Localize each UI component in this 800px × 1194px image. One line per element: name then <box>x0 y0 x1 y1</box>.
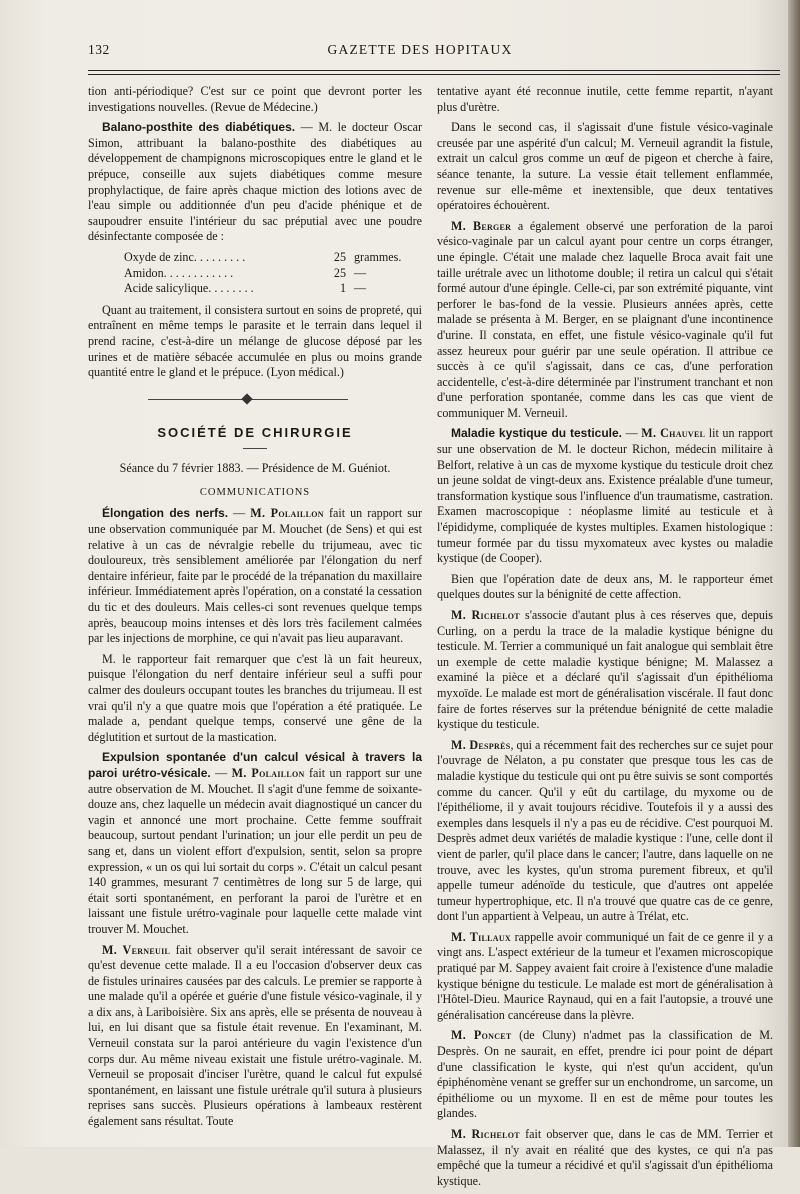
speaker-name: M. Richelot <box>451 1127 520 1141</box>
subsection-heading: COMMUNICATIONS <box>199 486 311 498</box>
paragraph <box>437 1028 773 1122</box>
speaker-name: M. Desprès <box>451 737 511 752</box>
paragraph: M. le rapporteur fait remarquer que c'est là un fait heureux, puisque l'élongation du nerf dentaire inférieur seul a suffi pour calmer des douleurs occupant toutes les branches du trijumeau. Il est vrai qu'il n'y a que quatre mois que l'opération a été pratiquée. Le malade a, pendant quelque temps, conservé une gêne de la déglutition et surtout de la mastication. <box>88 651 422 744</box>
page-edge <box>788 0 800 1147</box>
speaker-name: M. Berger <box>451 218 512 233</box>
paragraph-text: fait observer que, dans le cas de MM. Terrier et Malassez, il n'y avait en réalité que des kystes, ce qui n'a pas empêché que la tumeur a récidivé et qu'il s'agissait d'un épithélioma kystique. <box>437 1127 774 1188</box>
header-rule-top <box>88 70 780 71</box>
recipe-quantity: 25 <box>333 249 346 264</box>
article-title: Balano-posthite des diabétiques. <box>102 120 296 135</box>
recipe-row <box>124 250 422 266</box>
page-number: 132 <box>88 42 110 57</box>
paragraph-text: (de Cluny) n'admet pas la classification de M. Desprès. On ne saurait, en effet, prendre ici pour point de départ d'une classification le kyste, qui n'est qu'un accident, qu'un épiphénomène venant se greffer sur un enchondrome, un sarcome, un épithéliome ou un myxome. Il en est de même pour toutes les glandes. <box>437 1028 773 1121</box>
recipe-quantity: 25 <box>333 265 346 280</box>
left-column <box>88 84 422 1135</box>
short-rule <box>243 448 267 449</box>
recipe-ingredient: Acide salicylique. . . . . . . . <box>124 281 254 296</box>
paragraph: Bien que l'opération date de deux ans, M. le rapporteur émet quelques doutes sur la bénignité de cette affection. <box>437 571 773 602</box>
speaker-name: M. Polaillon <box>250 506 324 521</box>
recipe-unit: grammes. <box>354 249 402 264</box>
paragraph: tion anti-périodique? C'est sur ce point que devront porter les investigations nouvelles. (Revue de Médecine.) <box>88 84 422 114</box>
paragraph: Quant au traitement, il consistera surtout en soins de propreté, qui entraînent en même temps le parasite et le terrain dans lequel il prend racine, c'est-à-dire un mélange de glucose déposé par les urines et de matière sébacée accumulée en plus ou moins grande quantité entre le gland et le prépuce. (Lyon médical.) <box>88 302 422 380</box>
article-balano <box>88 120 422 245</box>
article-text: — M. le docteur Oscar Simon, attribuant la balano-posthite des diabétiques au développement de champignons microscopiques entre le gland et le prépuce, conseille aux sujets diabétiques comme mesure prophylactique, de faire après chaque miction des lotions avec de l'eau simple ou additionnée d'un peu d'acide phénique et de saupoudrer ensuite l'intérieur du sac préputial avec une poudre désinfectante composée de : <box>88 120 422 244</box>
recipe-row <box>124 281 422 297</box>
paragraph <box>437 930 773 1024</box>
speaker-name: M. Richelot <box>451 608 520 622</box>
paragraph-text: a également observé une perforation de la paroi vésico-vaginale par un calcul ayant pour centre un corps étranger, une épingle. C'était une malade chez laquelle Broca avait fait une taille urétrale avec un lithotome double; il retira un calcul qui s'était formé autour d'une épingle. Celle-ci, par son extrémité piquante, vint perforer le bas-fond de la vessie. Plusieurs années après, cette malade se présenta à M. Berger, en se plaignant d'une incontinence d'urine. Il constata, en effet, une fistule vésico-vaginale qu'il fut assez heureux pour guérir par une seule opération. Il attribue ce succès à ce qu'il s'agissait, dans ce cas, d'une perforation accidentelle, c'est-à-dire déterminée par l'instrument tranchant et non d'une perforation spontanée, comme dans les cas que vient de communiquer M. Verneuil. <box>437 218 773 420</box>
paragraph: Dans le second cas, il s'agissait d'une fistule vésico-vaginale creusée par une aspérité d'un calcul; M. Verneuil agrandit la fistule, extrait un calcul gros comme un œuf de pigeon et cherche à faire, séance tenante, la suture. La vessie était tellement enflammée, revenue sur elle-même et inextensible, que deux tentatives opératoires échouèrent. <box>437 120 773 213</box>
article-text: lit un rapport sur une observation de M. le docteur Richon, médecin militaire à Belfort, relative à un cas de myxome kystique du testicule droit chez un jeune soldat de vingt-deux ans. Existence préalable d'une tumeur, transformation kystique sous l'influence d'un traumatisme, castration. Examen macroscopique : néoplasme limité au testicule et à l'épididyme, compliquée de kystes multiples. Examen histologique : tumeur formée par du tissu myxomateux avec kystes ou maladie kystique (de Cooper). <box>437 426 774 566</box>
paragraph <box>437 608 773 733</box>
session-line: Séance du 7 février 1883. — Présidence de M. Guéniot. <box>119 461 391 476</box>
paragraph <box>437 738 773 925</box>
article-elongation: Élongation des nerfs. — M. Polaillon fait un rapport sur une observation communiquée par M. Mouchet (de Sens) et qui est relative à un cas de névralgie rebelle du trijumeau, avec tic douloureux, très sensiblement améliorée par l'élongation du nerf dentaire inférieur, faite par le procédé de la trépanation du maxillaire inférieur. Immédiatement après l'opération, on a constaté la cessation du tic et des douleurs. Mais celles-ci sont revenues quelque temps après, beaucoup moins intenses et dès lors très facilement calmées par les injections de morphine, ce qui n'avait pas lieu auparavant. <box>88 506 423 646</box>
article-title: Maladie kystique du testicule. <box>451 426 623 441</box>
speaker-name: M. Tillaux <box>451 929 512 944</box>
paragraph-text: , qui a récemment fait des recherches sur ce sujet pour l'ouvrage de Nélaton, a pu constater que presque tous les cas de maladie kystique du testicule qui ont pu être suivis se sont comportés comme du cancer. Qu'il y eût du cartilage, du myxome ou de l'épithéliome, il y avait toujours récidive. Toutefois il y a aussi des exemples dans lesquels il n'y a pas eu de récidive. C'est pourquoi M. Desprès admet deux variétés de maladie kystique : l'une, celle dont il vient de parler, qu'il place dans le cancer; l'autre, dans laquelle on ne trouve, avec les kystes, qu'un stroma purement fibreux, et qu'il appelle tumeur adénoïde du testicule, que d'autres ont appelée tumeur hypertrophique, etc. Il n'a trouvé que quatre cas de ce genre, dont l'un appartient à Velpeau, un autre à Trélat, etc. <box>437 737 773 924</box>
article-kystique: Maladie kystique du testicule. — M. Chauvel lit un rapport sur une observation de M. le docteur Richon, médecin militaire à Belfort, relative à un cas de myxome kystique du testicule droit chez un jeune soldat de vingt-deux ans. Existence préalable d'une tumeur, transformation kystique sous l'influence d'un traumatisme, castration. Examen macroscopique : néoplasme limité au testicule et à l'épididyme, compliquée de kystes multiples. Examen histologique : tumeur formée par du tissu myxomateux avec kystes ou maladie kystique (de Cooper). <box>437 426 774 566</box>
recipe-ingredient: Amidon. . . . . . . . . . . . <box>124 265 234 280</box>
recipe-quantity: 1 <box>339 281 346 296</box>
recipe-unit: — <box>354 265 367 280</box>
diamond-ornament-icon <box>241 393 252 404</box>
paragraph-text: s'associe d'autant plus à ces réserves que, depuis Curling, on a perdu la trace de la maladie kystique bénigne du testicule. M. Terrier a communiqué un fait analogue qui semblait être un exemple de cette maladie kystique bénigne; M. Malassez a examiné la pièce et a déclaré qu'il s'agissait d'un épithélioma myxoïde. Le malade est mort de généralisation viscérale. Il faut donc faire de fortes réserves sur la prétendue bénignité de cette maladie kystique du testicule. <box>437 608 773 732</box>
article-text: fait un rapport sur une observation communiquée par M. Mouchet (de Sens) et qui est relative à un cas de névralgie rebelle du trijumeau, avec tic douloureux, très sensiblement améliorée par l'élongation du nerf dentaire inférieur, faite par le procédé de la trépanation du maxillaire inférieur. Immédiatement après l'opération, on a constaté la cessation du tic et des douleurs. Mais celles-ci sont revenues quelque temps après, beaucoup moins intenses et dès lors très facilement calmées par les injections de morphine, ce qui n'avait pas lieu auparavant. <box>88 506 423 646</box>
article-text: fait un rapport sur une autre observation de M. Mouchet. Il s'agit d'une femme de soixante-douze ans, chez laquelle un médecin avait diagnostiqué un cancer du vagin et annoncé une mort prochaine. Cette femme souffrait beaucoup, surtout pendant l'urination; un jour elle perdit un peu de sang et, dans un violent effort d'expulsion, sentit, selon sa propre expression, « un os qui lui sortait du corps ». C'était un calcul pesant 140 grammes, mesurant 7 centimètres de long sur 5 de large, qui était sorti spontanément, en perforant la paroi de l'urètre et en laissant une fistule urétro-vaginale pour laquelle cette malade vint trouver M. Mouchet. <box>88 765 423 936</box>
speaker-name: M. Chauvel <box>641 426 706 441</box>
recipe-unit: — <box>354 281 367 296</box>
recipe-table <box>124 250 422 297</box>
right-column <box>437 84 773 1194</box>
section-divider <box>88 389 422 411</box>
speaker-name: M. Polaillon <box>231 765 305 780</box>
article-title: Expulsion spontanée d'un calcul vésical à travers la paroi urétro-vésicale. <box>88 750 422 780</box>
header-rule-bottom <box>88 74 780 75</box>
speaker-name: M. Poncet <box>451 1028 512 1043</box>
article-title: Élongation des nerfs. <box>102 506 229 521</box>
paragraph <box>437 219 773 422</box>
paragraph <box>437 1127 773 1189</box>
recipe-ingredient: Oxyde de zinc. . . . . . . . . <box>124 249 246 264</box>
recipe-row <box>124 266 422 282</box>
paragraph-text: rappelle avoir communiqué un fait de ce genre il y a vingt ans. L'aspect extérieur de la tumeur et l'examen microscopique pratiqué par M. Sappey avaient fait croire à l'existence d'une maladie kystique bénigne du testicule. Le malade est mort de généralisation à l'Hôtel-Dieu. Maurice Raynaud, qui en a fait l'autopsie, a trouvé une généralisation cancéreuse dans la plèvre. <box>437 929 773 1022</box>
page-header <box>60 42 780 62</box>
speaker-name: M. Verneuil <box>102 942 171 957</box>
paragraph: tentative ayant été reconnue inutile, cette femme repartit, n'ayant plus d'urètre. <box>437 84 773 114</box>
paragraph <box>88 943 422 1130</box>
paragraph-text: fait observer qu'il serait intéressant de savoir ce qu'est devenue cette malade. Il a eu l'occasion d'observer deux cas de fistules urinaires causées par des calculs. Le premier se rapporte à une malade qu'il a opérée et guérie d'une fistule vésico-vaginale, il y a dix ans, à Lariboisière. Six ans après, elle se présenta de nouveau à lui, en lui disant que sa fistule était revenue. En l'examinant, M. Verneuil constata sur la paroi antérieure du vagin l'existence d'un corps dur. Au même niveau existait une fistule urétro-vaginale. M. Verneuil se proposait d'inciser l'urètre, quand le calcul fut expulsé spontanément, en laissant une fistule urétrale qu'il sutura à plusieurs reprises sans succès. Plusieurs opérations à lambeaux restèrent également sans résultat. Toute <box>88 942 423 1129</box>
article-expulsion: Expulsion spontanée d'un calcul vésical à travers la paroi urétro-vésicale. — M. Polaillon fait un rapport sur une autre observation de M. Mouchet. Il s'agit d'une femme de soixante-douze ans, chez laquelle un médecin avait diagnostiqué un cancer du vagin et annoncé une mort prochaine. Cette femme souffrait beaucoup, surtout pendant l'urination; un jour elle perdit un peu de sang et, dans un violent effort d'expulsion, sentit, selon sa propre expression, « un os qui lui sortait du corps ». C'était un calcul pesant 140 grammes, mesurant 7 centimètres de long sur 5 de large, qui était sorti spontanément, en perforant la paroi de l'urètre et en laissant une fistule urétro-vaginale pour laquelle cette malade vint trouver M. Mouchet. <box>88 750 423 936</box>
journal-title: GAZETTE DES HOPITAUX <box>327 42 513 57</box>
section-heading: SOCIÉTÉ DE CHIRURGIE <box>157 424 353 440</box>
